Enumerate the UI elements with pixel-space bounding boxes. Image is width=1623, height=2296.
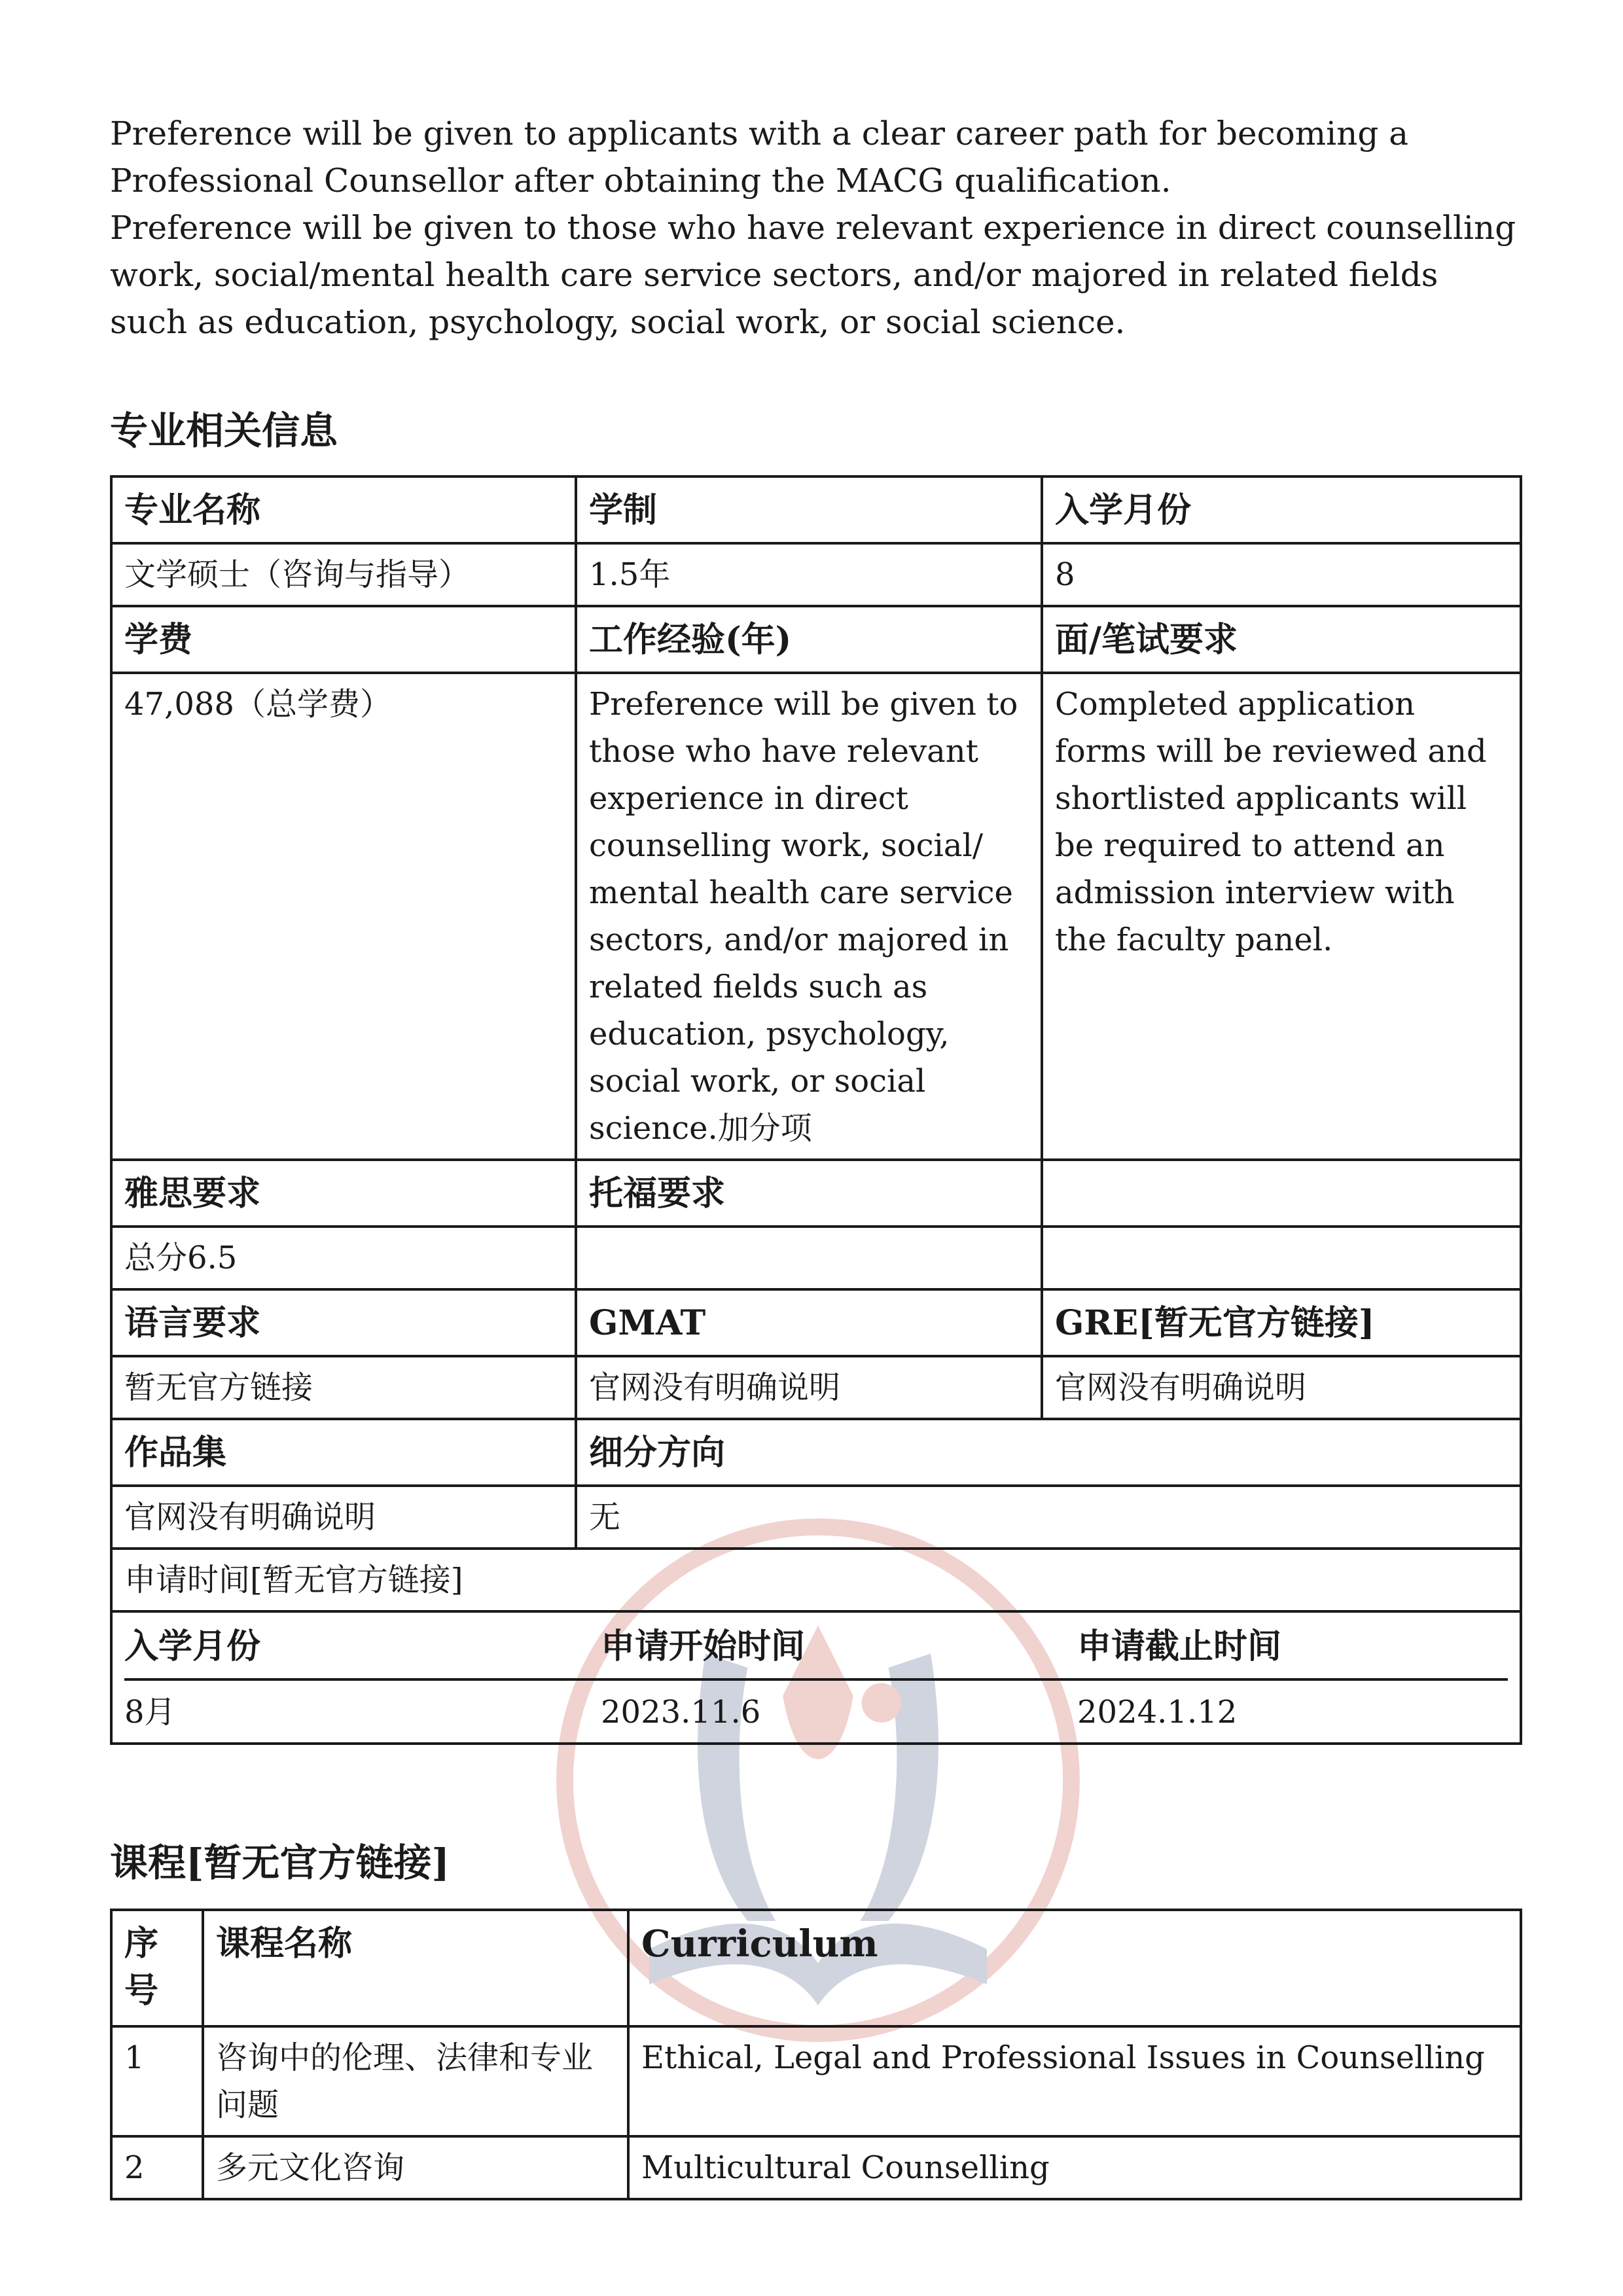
table-row <box>111 1227 1521 1289</box>
application-time-grid <box>113 1613 1520 1742</box>
course-no: 2 <box>111 2136 203 2199</box>
table-row <box>111 1611 1521 1744</box>
table-row <box>111 673 1521 1160</box>
course-no: 1 <box>111 2026 203 2136</box>
work-experience-value: Preference will be given to those who have relevant experience in direct counselling work, social/ mental health care service sectors, and/or majored in related fields such as education, psychology, social work, or social science.加分项 <box>576 673 1042 1160</box>
table-row <box>111 1160 1521 1227</box>
toefl-value <box>576 1227 1042 1289</box>
table-row <box>111 1356 1521 1419</box>
intro-text <box>110 110 1520 346</box>
course-name: 多元文化咨询 <box>203 2136 628 2199</box>
ielts-label: 雅思要求 <box>111 1160 576 1227</box>
duration-value: 1.5年 <box>576 543 1042 606</box>
course-curriculum: Ethical, Legal and Professional Issues in Counselling <box>628 2026 1521 2136</box>
table-row <box>111 1549 1521 1611</box>
table-row <box>111 543 1521 606</box>
tuition-label: 学费 <box>111 606 576 673</box>
table-row <box>111 1419 1521 1486</box>
tuition-value: 47,088（总学费） <box>111 673 576 1160</box>
app-deadline-label: 申请截止时间 <box>1077 1613 1508 1681</box>
program-name-label: 专业名称 <box>111 476 576 543</box>
app-start-value: 2023.11.6 <box>601 1694 761 1731</box>
program-info-table <box>110 475 1522 1745</box>
course-name-header: 课程名称 <box>203 1910 628 2026</box>
direction-value: 无 <box>576 1486 1521 1549</box>
table-row <box>111 476 1521 543</box>
language-value: 暂无官方链接 <box>111 1356 576 1419</box>
gmat-value: 官网没有明确说明 <box>576 1356 1042 1419</box>
app-deadline-value: 2024.1.12 <box>1077 1694 1238 1731</box>
table-row <box>111 2136 1521 2199</box>
intake-label: 入学月份 <box>1042 476 1521 543</box>
interview-label: 面/笔试要求 <box>1042 606 1521 673</box>
courses-table <box>110 1909 1522 2200</box>
app-intake-value: 8月 <box>124 1694 176 1731</box>
intro-paragraph-2: Preference will be given to those who have relevant experience in direct counselling work, social/mental health care service sectors, and/or majored in related fields such as education, psychology, social work, or social science. <box>110 209 1516 341</box>
gre-label: GRE[暂无官方链接] <box>1042 1289 1521 1356</box>
page-content <box>110 110 1520 2200</box>
duration-label: 学制 <box>576 476 1042 543</box>
interview-value: Completed application forms will be reviewed and shortlisted applicants will be required to attend an admission interview with the faculty panel. <box>1042 673 1521 1160</box>
intake-value: 8 <box>1042 543 1521 606</box>
table-row <box>111 1910 1521 2026</box>
work-experience-label: 工作经验(年) <box>576 606 1042 673</box>
empty-cell <box>1042 1227 1521 1289</box>
app-start-label: 申请开始时间 <box>601 1613 1077 1681</box>
table-row <box>111 606 1521 673</box>
ielts-value: 总分6.5 <box>111 1227 576 1289</box>
intro-paragraph-1: Preference will be given to applicants with a clear career path for becoming a Professional Counsellor after obtaining the MACG qualification. <box>110 115 1409 200</box>
program-name-value: 文学硕士（咨询与指导） <box>111 543 576 606</box>
table-row <box>111 1486 1521 1549</box>
portfolio-label: 作品集 <box>111 1419 576 1486</box>
direction-label: 细分方向 <box>576 1419 1521 1486</box>
table-row <box>111 2026 1521 2136</box>
program-info-title: 专业相关信息 <box>110 408 338 453</box>
application-time-title: 申请时间[暂无官方链接] <box>111 1549 1521 1611</box>
gmat-label: GMAT <box>576 1289 1042 1356</box>
portfolio-value: 官网没有明确说明 <box>111 1486 576 1549</box>
toefl-label: 托福要求 <box>576 1160 1042 1227</box>
curriculum-header: Curriculum <box>628 1910 1521 2026</box>
empty-cell <box>1042 1160 1521 1227</box>
table-row <box>111 1289 1521 1356</box>
course-name: 咨询中的伦理、法律和专业问题 <box>203 2026 628 2136</box>
gre-value: 官网没有明确说明 <box>1042 1356 1521 1419</box>
course-no-header: 序号 <box>111 1910 203 2026</box>
course-curriculum: Multicultural Counselling <box>628 2136 1521 2199</box>
application-time-block <box>111 1611 1521 1744</box>
courses-title: 课程[暂无官方链接] <box>110 1840 450 1885</box>
language-label: 语言要求 <box>111 1289 576 1356</box>
app-intake-label: 入学月份 <box>124 1613 601 1681</box>
